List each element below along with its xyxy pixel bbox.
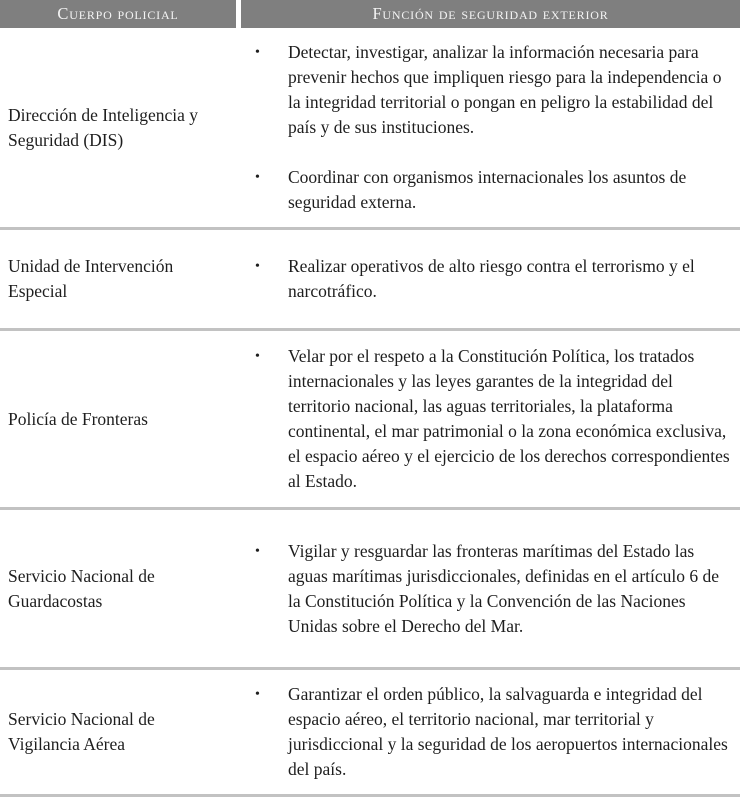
bullet-icon: • bbox=[255, 45, 260, 60]
function-text: Velar por el respeto a la Constitución Política, los tratados internacionales y las leyes garantes de la integridad del territorio nacional, las aguas territoriales, la plataforma continental, el mar patrimonial o la zona económica exclusiva, el espacio aéreo y el ejercicio de los derechos correspondientes al Estado. bbox=[288, 346, 730, 491]
table-row bbox=[0, 510, 740, 670]
function-item bbox=[237, 539, 734, 639]
function-item bbox=[237, 682, 734, 782]
funciones-cell bbox=[237, 527, 740, 651]
table-row bbox=[0, 28, 740, 230]
column-header-label: Cuerpo policial bbox=[57, 4, 179, 23]
cuerpo-policial-cell: Servicio Nacional de Vigilancia Aérea bbox=[8, 709, 155, 754]
function-item bbox=[237, 165, 734, 215]
table-header-row bbox=[0, 0, 740, 28]
function-text: Detectar, investigar, analizar la información necesaria para prevenir hechos que impliquen riesgo para la independencia o la integridad territorial o pongan en peligro la estabilidad del país y de sus instituciones. bbox=[288, 42, 722, 137]
table-row bbox=[0, 670, 740, 797]
function-text: Vigilar y resguardar las fronteras marítimas del Estado las aguas marítimas jurisdiccionales, definidas en el artículo 6 de la Constitución Política y la Convención de las Naciones Unidas sobre el Derecho del Mar. bbox=[288, 540, 720, 636]
funciones-cell bbox=[237, 28, 740, 227]
column-header-label: Función de seguridad exterior bbox=[372, 4, 609, 23]
cuerpo-policial-cell: Dirección de Inteligencia y Seguridad (DIS) bbox=[8, 104, 198, 150]
table-row bbox=[0, 331, 740, 510]
bullet-icon: • bbox=[255, 687, 260, 702]
bullet-icon: • bbox=[255, 259, 260, 274]
bullet-icon: • bbox=[255, 349, 260, 364]
bullet-icon: • bbox=[255, 170, 260, 185]
cuerpo-policial-cell: Policía de Fronteras bbox=[8, 408, 148, 429]
function-item bbox=[237, 254, 734, 304]
table-row bbox=[0, 230, 740, 331]
column-header-funcion-seguridad bbox=[241, 0, 740, 28]
function-text: Coordinar con organismos internacionales los asuntos de seguridad externa. bbox=[288, 167, 687, 212]
function-text: Garantizar el orden público, la salvaguarda e integridad del espacio aéreo, el territorio nacional, mar territorial y jurisdiccional y la seguridad de los aeropuertos internacionales del país. bbox=[288, 684, 728, 779]
function-item bbox=[237, 40, 734, 140]
function-text: Realizar operativos de alto riesgo contra el terrorismo y el narcotráfico. bbox=[288, 256, 695, 301]
cuerpo-policial-cell: Unidad de Intervención Especial bbox=[8, 256, 174, 301]
column-header-cuerpo-policial bbox=[0, 0, 236, 28]
bullet-icon: • bbox=[255, 543, 260, 559]
function-item bbox=[237, 344, 734, 494]
funciones-cell bbox=[237, 670, 740, 794]
funciones-cell bbox=[237, 332, 740, 506]
funciones-cell bbox=[237, 242, 740, 316]
cuerpo-policial-cell: Servicio Nacional de Guardacostas bbox=[8, 565, 155, 611]
table-body bbox=[0, 28, 740, 797]
